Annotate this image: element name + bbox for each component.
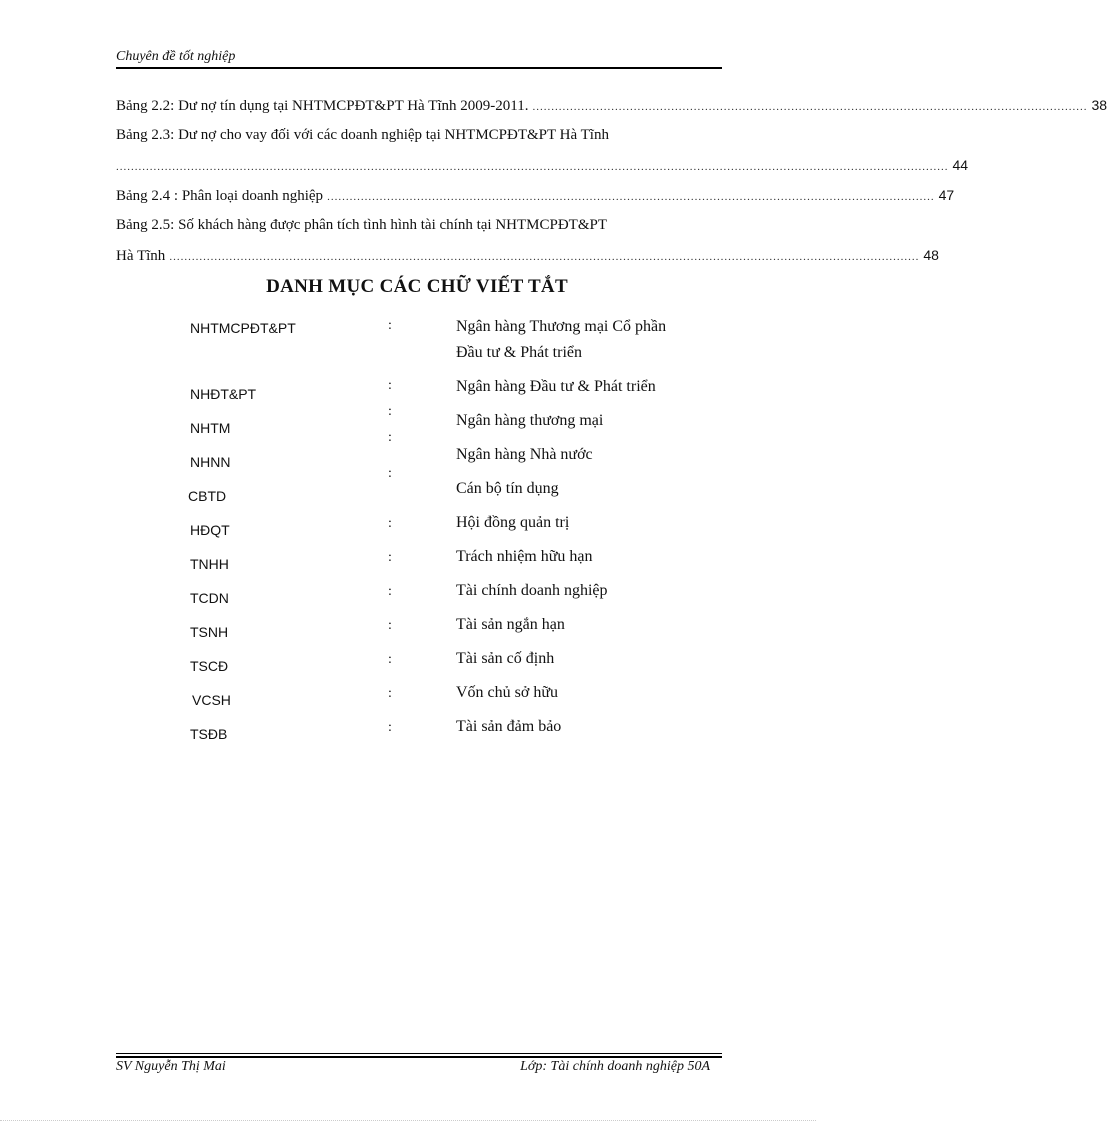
toc-page-number: 48 <box>923 247 939 263</box>
abbr-row <box>0 512 816 546</box>
abbr-row <box>0 682 816 716</box>
abbr-key: HĐQT <box>190 522 230 538</box>
abbr-row <box>0 376 816 410</box>
abbr-row <box>0 546 816 580</box>
abbr-colon: : <box>388 652 392 667</box>
abbr-colon: : <box>388 720 392 735</box>
abbr-value: Trách nhiệm hữu hạn <box>456 548 593 565</box>
toc-entry-continuation: Hà Tĩnh <box>116 248 166 264</box>
footer-class: Lớp: Tài chính doanh nghiệp 50A <box>520 1059 710 1074</box>
toc-entry-text: Bảng 2.4 : Phân loại doanh nghiệp <box>116 188 324 204</box>
abbr-colon: : <box>388 430 392 445</box>
toc-entry-2-2[interactable] <box>116 95 1107 117</box>
abbr-value: Vốn chủ sở hữu <box>456 684 559 701</box>
abbr-value: Tài sản cố định <box>456 650 555 667</box>
abbr-colon: : <box>388 318 392 333</box>
abbr-colon: : <box>388 404 392 419</box>
header-rule <box>116 67 722 69</box>
abbr-value: Hội đồng quản trị <box>456 514 570 531</box>
abbr-key: CBTD <box>188 488 227 504</box>
abbr-key: TCDN <box>190 590 229 606</box>
abbr-key: NHTMCPĐT&PT <box>190 320 296 336</box>
toc-entry-text: Bảng 2.3: Dư nợ cho vay đối với các doanh nghiệp tại NHTMCPĐT&PT Hà Tĩnh <box>116 127 609 143</box>
page-edge <box>0 1120 816 1121</box>
abbr-value-continued: Đầu tư & Phát triển <box>456 344 582 361</box>
toc-leader: .................................................................................................................................................................. <box>327 191 935 203</box>
toc-leader: .................................................................................................................................................... <box>532 101 1088 113</box>
abbr-row <box>0 316 816 361</box>
toc-entry-text: Bảng 2.5: Số khách hàng được phân tích tình hình tài chính tại NHTMCPĐT&PT <box>116 217 608 233</box>
abbr-row <box>0 466 816 512</box>
abbr-value: Ngân hàng Đầu tư & Phát triển <box>456 378 656 395</box>
abbr-value: Tài chính doanh nghiệp <box>456 582 608 599</box>
footer-rule <box>116 1053 722 1054</box>
abbr-colon: : <box>388 466 392 481</box>
abbr-colon: : <box>388 378 392 393</box>
abbr-value: Tài sản đảm bảo <box>456 718 562 735</box>
abbr-row <box>0 580 816 614</box>
toc-entry-2-3-leader-line[interactable] <box>116 155 969 177</box>
abbr-value: Ngân hàng Thương mại Cổ phần <box>456 318 667 335</box>
abbr-row <box>0 430 816 478</box>
footer-rule <box>116 1056 722 1058</box>
abbr-key: VCSH <box>192 692 231 708</box>
abbr-key: NHTM <box>190 420 231 436</box>
abbr-colon: : <box>388 686 392 701</box>
abbr-key: TNHH <box>190 556 229 572</box>
toc-page-number: 47 <box>938 187 955 203</box>
abbr-row <box>0 716 816 750</box>
toc-entry-2-4[interactable] <box>116 185 955 207</box>
abbr-row <box>0 614 816 648</box>
abbr-key: TSNH <box>190 624 229 640</box>
abbr-colon: : <box>388 550 392 565</box>
abbr-colon: : <box>388 618 392 633</box>
abbr-key: NHNN <box>190 454 231 470</box>
footer-author: SV Nguyễn Thị Mai <box>116 1059 226 1074</box>
toc-entry-text: Bảng 2.2: Dư nợ tín dụng tại NHTMCPĐT&PT Hà Tĩnh 2009-2011. <box>116 98 529 114</box>
abbr-value: Tài sản ngắn hạn <box>456 616 565 633</box>
abbr-colon: : <box>388 516 392 531</box>
abbr-value: Ngân hàng Nhà nước <box>456 446 593 463</box>
abbr-row <box>0 404 816 444</box>
toc-leader: ........................................................................................................................................................................................................ <box>169 251 920 263</box>
abbr-row <box>0 648 816 682</box>
toc-entry-2-3[interactable] <box>116 125 718 145</box>
abbr-value: Cán bộ tín dụng <box>456 480 559 497</box>
toc-page-number: 38 <box>1091 97 1107 113</box>
abbr-key: TSCĐ <box>190 658 229 674</box>
toc-leader: .............................................................................................................................................................................................................................. <box>116 161 949 173</box>
abbr-colon: : <box>388 584 392 599</box>
abbr-key: TSĐB <box>190 726 228 742</box>
toc-entry-2-5[interactable] <box>116 215 718 235</box>
abbr-value: Ngân hàng thương mại <box>456 412 604 429</box>
toc-page-number: 44 <box>952 157 969 173</box>
abbr-key: NHĐT&PT <box>190 386 257 402</box>
section-title: DANH MỤC CÁC CHỮ VIẾT TẮT <box>266 276 568 297</box>
header-title: Chuyên đề tốt nghiệp <box>116 49 236 64</box>
toc-entry-2-5-leader-line[interactable] <box>116 245 939 267</box>
